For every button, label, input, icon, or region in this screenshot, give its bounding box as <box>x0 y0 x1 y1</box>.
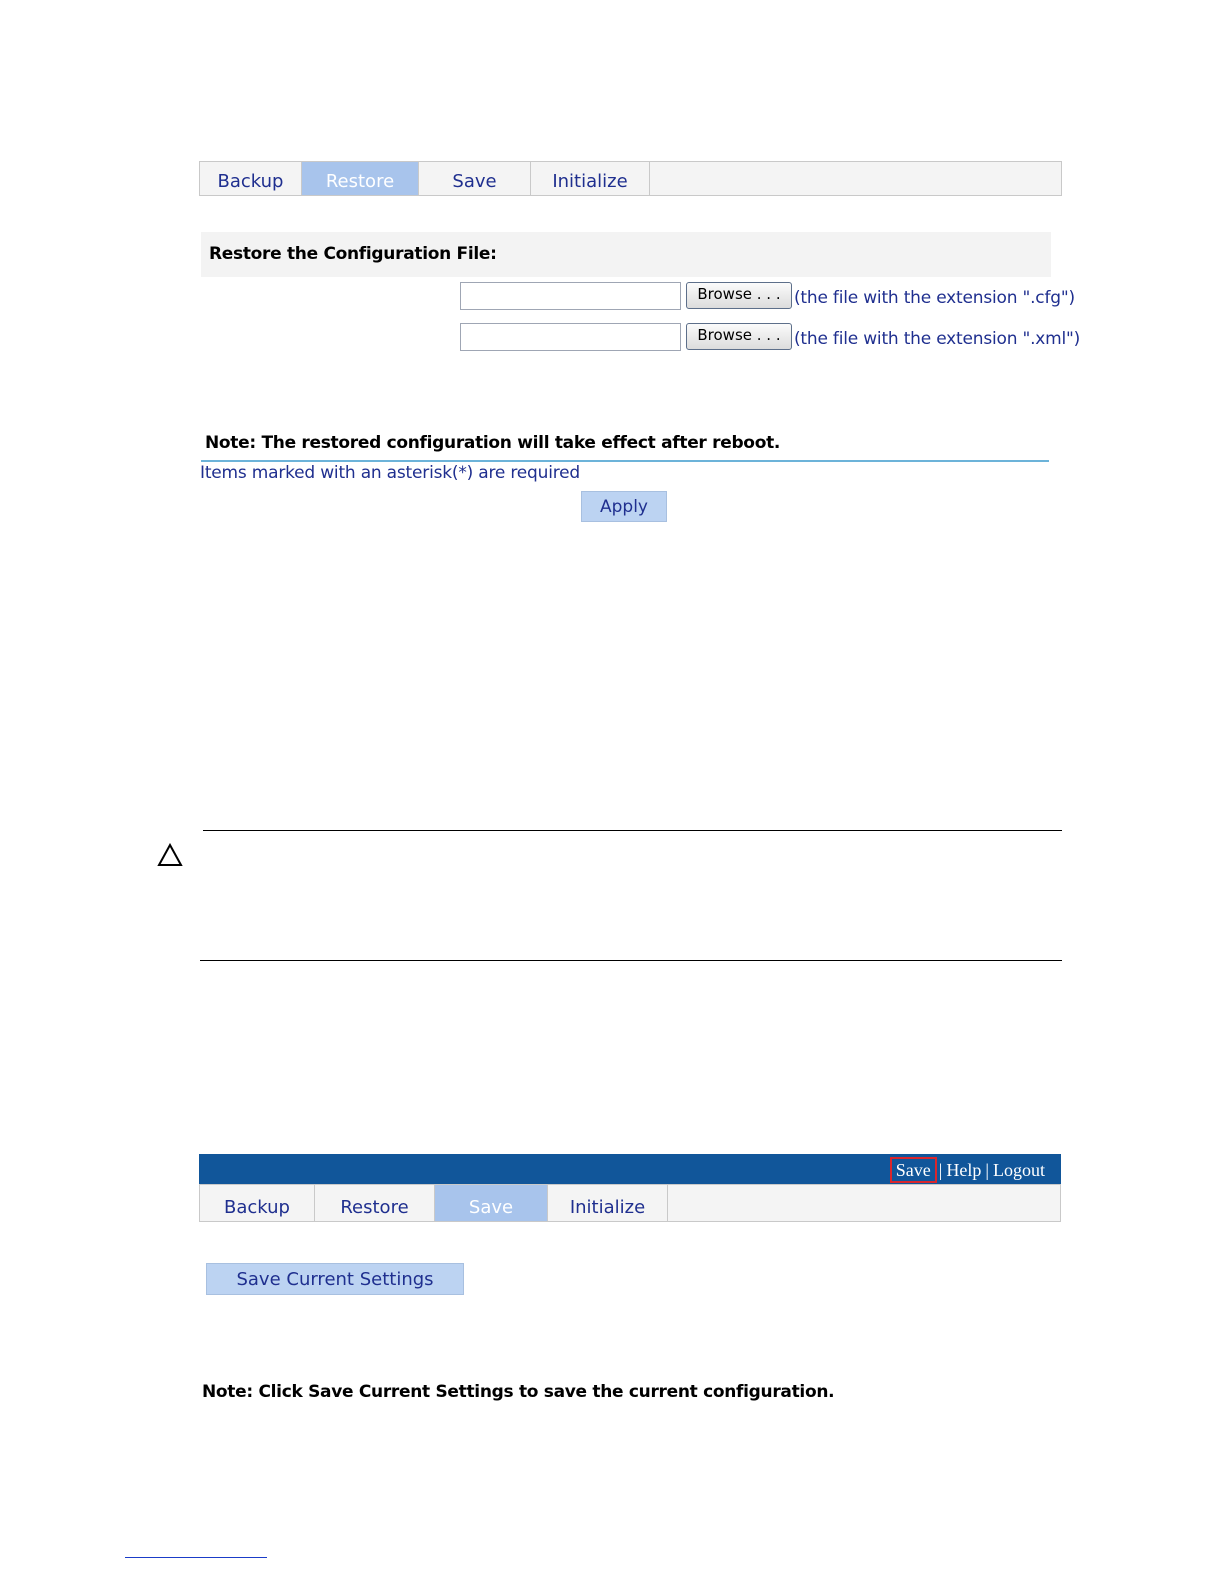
header-links <box>890 1157 1045 1183</box>
apply-button[interactable]: Apply <box>581 491 667 522</box>
header-logout-link[interactable]: Logout <box>993 1159 1045 1180</box>
section-title: Restore the Configuration File: <box>209 244 497 264</box>
required-fields-text: Items marked with an asterisk(*) are required <box>200 463 580 483</box>
cfg-file-input[interactable] <box>460 282 681 310</box>
header-save-link[interactable]: Save <box>890 1157 937 1183</box>
tab-initialize[interactable]: Initialize <box>531 162 650 195</box>
link-separator: | <box>938 1159 943 1180</box>
note-divider <box>201 460 1049 462</box>
caution-top-rule <box>203 830 1062 831</box>
save-tab-bar <box>199 1184 1061 1222</box>
restore-section-header <box>201 232 1051 277</box>
tab-backup[interactable]: Backup <box>200 162 302 195</box>
tab-restore[interactable]: Restore <box>302 162 419 195</box>
browse-cfg-button[interactable]: Browse . . . <box>686 282 792 309</box>
tab-save[interactable]: Save <box>419 162 531 195</box>
tab-backup[interactable]: Backup <box>200 1185 315 1221</box>
xml-file-input[interactable] <box>460 323 681 351</box>
reboot-note: Note: The restored configuration will take effect after reboot. <box>205 433 781 453</box>
restore-tab-bar <box>199 161 1062 196</box>
tab-save[interactable]: Save <box>435 1185 548 1221</box>
cfg-extension-hint: (the file with the extension ".cfg") <box>794 288 1075 308</box>
warning-triangle-icon <box>157 843 183 867</box>
tab-initialize[interactable]: Initialize <box>548 1185 668 1221</box>
xml-extension-hint: (the file with the extension ".xml") <box>794 329 1081 349</box>
header-help-link[interactable]: Help <box>946 1159 982 1180</box>
tab-restore[interactable]: Restore <box>315 1185 435 1221</box>
save-note: Note: Click Save Current Settings to save the current configuration. <box>202 1382 835 1402</box>
link-separator: | <box>985 1159 989 1180</box>
save-current-settings-button[interactable]: Save Current Settings <box>206 1263 464 1295</box>
footer-rule <box>125 1557 267 1558</box>
browse-xml-button[interactable]: Browse . . . <box>686 323 792 350</box>
caution-bottom-rule <box>200 960 1062 961</box>
web-header-bar <box>199 1154 1061 1184</box>
